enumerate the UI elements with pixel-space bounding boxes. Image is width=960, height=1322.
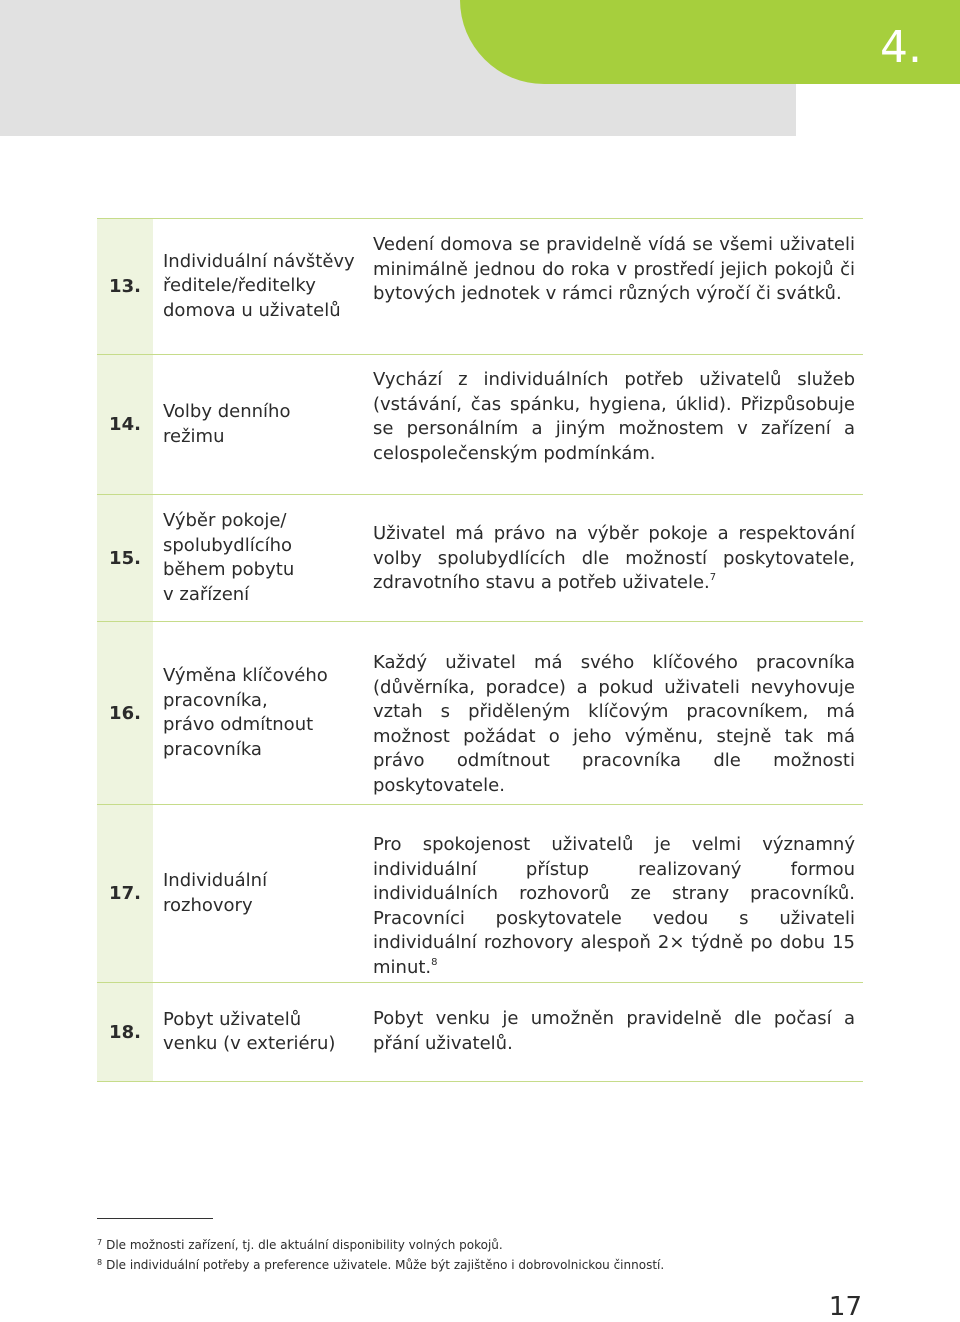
row-topic (163, 622, 363, 804)
topic-line: právo odmítnout (163, 714, 314, 735)
description-text: Vychází z individuálních potřeb uživatelů služeb (vstávání, čas spánku, hygiena, úklid). Přizpůsobuje se personálním a jiným možnostem v zařízení a celospolečenským podmínkám. (373, 369, 855, 464)
row-description (373, 983, 855, 1056)
row-number-cell (97, 495, 153, 621)
topic-line: režimu (163, 425, 225, 447)
row-topic (163, 495, 363, 621)
footnotes (97, 1234, 877, 1274)
row-description (373, 495, 855, 596)
topic-line: Volby denního (163, 401, 291, 422)
row-topic (163, 805, 363, 982)
footnote-ref: 8 (431, 956, 438, 968)
footnote-mark: 7 (97, 1238, 103, 1247)
table-row (97, 494, 863, 621)
row-number: 14. (109, 414, 141, 435)
row-number-cell (97, 983, 153, 1081)
footnote-mark: 8 (97, 1258, 103, 1267)
row-description (373, 219, 855, 307)
topic-line: venku (v exteriéru) (163, 1033, 336, 1054)
topic-line: Pobyt uživatelů (163, 1008, 302, 1030)
row-number-cell (97, 622, 153, 804)
row-topic (163, 355, 363, 494)
topic-line: Individuální návštěvy (163, 250, 355, 272)
description-text: Pro spokojenost uživatelů je velmi významný individuální přístup realizovaný formou individuálních rozhovorů ze strany pracovníků. Pracovníci poskytovatele vedou s uživateli individuální rozhovory alespoň 2× týdně po dobu 15 minut. (373, 834, 855, 978)
row-number-cell (97, 355, 153, 494)
footnote-rule (97, 1218, 213, 1219)
footnote-text: Dle individuální potřeby a preference uživatele. Může být zajištěno i dobrovolnickou činností. (106, 1258, 665, 1272)
footnote (97, 1234, 877, 1254)
header-notch (796, 84, 960, 136)
description-text: Pobyt venku je umožněn pravidelně dle počasí a přání uživatelů. (373, 1008, 855, 1054)
footnote (97, 1254, 877, 1274)
row-number-cell (97, 219, 153, 354)
rights-table (97, 218, 863, 1082)
topic-line: ředitele/ředitelky (163, 275, 316, 297)
topic-line: pracovníka, (163, 689, 268, 711)
topic-line: rozhovory (163, 894, 253, 916)
topic-line: v zařízení (163, 583, 250, 605)
topic-line: Výměna klíčového (163, 665, 328, 686)
topic-line: spolubydlícího (163, 534, 293, 556)
row-topic (163, 219, 363, 354)
row-number: 17. (109, 883, 141, 904)
chapter-number: 4. (880, 22, 922, 73)
footnote-text: Dle možnosti zařízení, tj. dle aktuální disponibility volných pokojů. (106, 1238, 503, 1252)
topic-line: Individuální (163, 870, 268, 891)
table-row (97, 982, 863, 1082)
topic-line: během pobytu (163, 559, 295, 580)
row-description (373, 622, 855, 798)
row-topic (163, 983, 363, 1081)
row-number: 18. (109, 1021, 141, 1043)
row-description (373, 805, 855, 980)
row-number: 13. (109, 276, 141, 297)
row-number: 15. (109, 547, 141, 569)
description-text: Každý uživatel má svého klíčového pracovníka (důvěrníka, poradce) a pokud uživateli nevyhovuje vztah s přiděleným klíčovým pracovníkem, má možnost požádat o jeho výměnu, stejně tak má právo odmítnout pracovníka dle možnosti poskytovatele. (373, 652, 855, 796)
row-number-cell (97, 805, 153, 982)
table-row (97, 354, 863, 494)
row-description (373, 355, 855, 466)
table-row (97, 804, 863, 982)
topic-line: pracovníka (163, 738, 262, 760)
description-text: Uživatel má právo na výběr pokoje a respektování volby spolubydlících dle možností poskytovatele, zdravotního stavu a potřeb uživatele. (373, 523, 855, 593)
page-number: 17 (828, 1292, 862, 1322)
table-row (97, 621, 863, 804)
description-text: Vedení domova se pravidelně vídá se všemi uživateli minimálně jednou do roka v prostředí jejich pokojů či bytových jednotek v rámci různých výročí či svátků. (373, 234, 855, 304)
footnote-ref: 7 (709, 572, 717, 583)
row-number: 16. (109, 702, 141, 724)
topic-line: domova u uživatelů (163, 299, 341, 321)
table-row (97, 218, 863, 354)
topic-line: Výběr pokoje/ (163, 510, 287, 531)
